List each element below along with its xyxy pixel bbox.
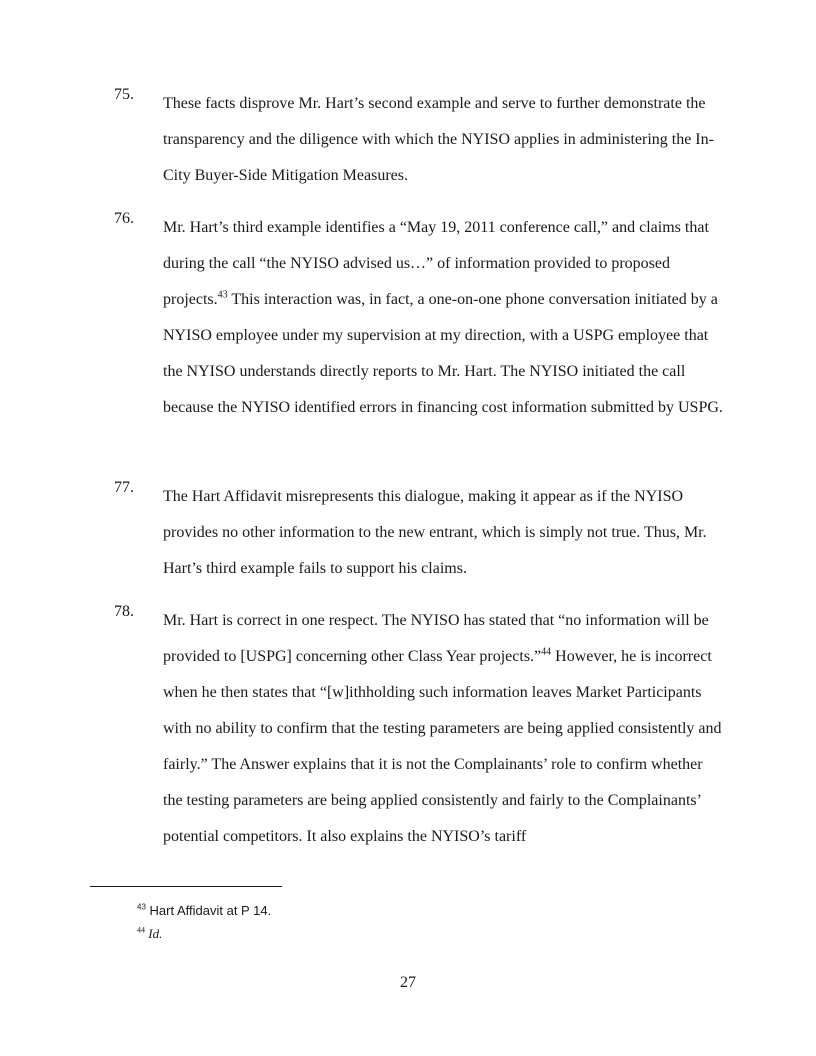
footnote-44 [137, 926, 162, 942]
paragraph-text: Mr. Hart is correct in one respect. The NYISO has stated that “no information will be provided to [USPG] concerning other Class Year projects.”$^{44}$ However, he is incorrect when he then states that “[w]ithholding such information leaves Market Participants with no ability to confirm that the testing parameters are being applied consistently and fairly.” The Answer explains that it is not the Complainants’ role to confirm whether the testing parameters are being applied consistently and fairly to the Complainants’ potential competitors. It also explains the NYISO’s tariff [163, 612, 722, 845]
footnote-43 [137, 903, 271, 918]
footnote-text: Id. [148, 926, 163, 941]
paragraph-text: These facts disprove Mr. Hart’s second example and serve to further demonstrate the transparency and the diligence with which the NYISO applies in administering the In-City Buyer-Side Mitigation Measures. [163, 95, 714, 184]
footnote-text: Hart Affidavit at P 14. [149, 903, 272, 918]
footnote-marker: 44 [137, 925, 145, 935]
paragraph-number: 76. [114, 210, 134, 227]
paragraph-78 [114, 603, 724, 855]
paragraph-number: 75. [114, 86, 134, 103]
paragraph-76 [114, 210, 724, 426]
paragraph-text: The Hart Affidavit misrepresents this dialogue, making it appear as if the NYISO provides no other information to the new entrant, which is simply not true. Thus, Mr. Hart’s third example fails to support his claims. [163, 488, 707, 577]
footnote-ref-43[interactable]: 43 [217, 289, 228, 301]
footnote-divider [90, 886, 282, 887]
paragraph-77 [114, 479, 724, 587]
paragraph-text: Mr. Hart’s third example identifies a “May 19, 2011 conference call,” and claims that during the call “the NYISO advised us…” of information provided to proposed projects.$^{43}$ This interaction was, in fact, a one-on-one phone conversation initiated by a NYISO employee under my supervision at my direction, with a USPG employee that the NYISO understands directly reports to Mr. Hart. The NYISO initiated the call because the NYISO identified errors in financing cost information submitted by USPG. [163, 219, 723, 416]
paragraph-75 [114, 86, 724, 194]
page-number: 27 [400, 974, 416, 991]
paragraph-number: 78. [114, 603, 134, 620]
footnote-marker: 43 [137, 902, 146, 912]
paragraph-number: 77. [114, 479, 134, 496]
footnote-ref-44[interactable]: 44 [541, 646, 552, 658]
